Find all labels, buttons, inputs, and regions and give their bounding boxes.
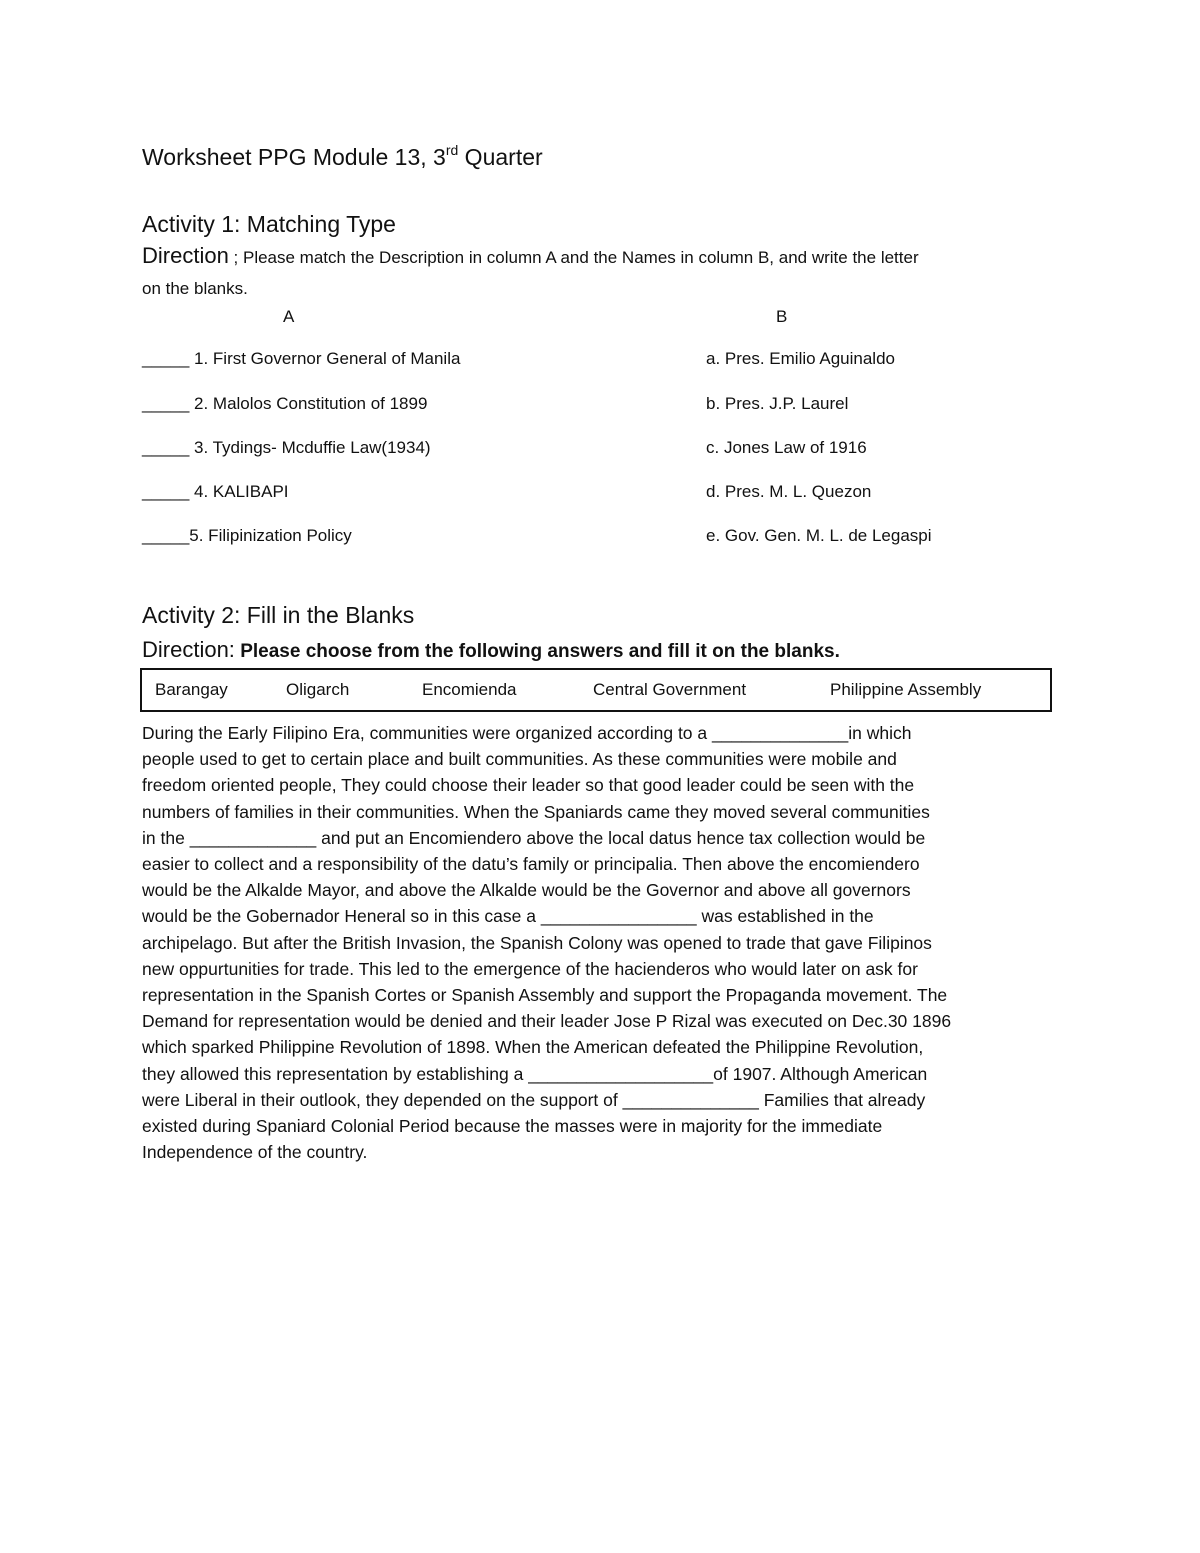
paragraph-text: they allowed this representation by establishing a bbox=[142, 1063, 529, 1084]
paragraph-line bbox=[142, 877, 1072, 903]
paragraph-text: new oppurtunities for trade. This led to the emergence of the hacienderos who would later on ask for bbox=[142, 958, 918, 979]
paragraph-text: in which bbox=[848, 723, 912, 743]
paragraph-line bbox=[142, 851, 1072, 877]
answer-blank[interactable]: _____ bbox=[142, 482, 190, 501]
item-text: 4. KALIBAPI bbox=[189, 482, 289, 501]
paragraph-line bbox=[142, 746, 1072, 772]
paragraph-line bbox=[142, 1061, 1072, 1087]
activity1-heading: Activity 1: Matching Type bbox=[142, 211, 396, 237]
answer-blank[interactable]: _____ bbox=[142, 438, 190, 457]
answer-blank[interactable]: _____ bbox=[142, 526, 190, 545]
matching-answer-e: e. Gov. Gen. M. L. de Legaspi bbox=[706, 526, 932, 545]
matching-item-4 bbox=[142, 482, 289, 502]
item-text: 3. Tydings- Mcduffie Law(1934) bbox=[189, 438, 431, 457]
paragraph-line bbox=[142, 1034, 1072, 1060]
paragraph-text: representation in the Spanish Cortes or Spanish Assembly and support the Propaganda movement. The bbox=[142, 985, 948, 1006]
word-bank-choice: Encomienda bbox=[422, 680, 517, 699]
fill-blank[interactable]: ___________________ bbox=[528, 1063, 714, 1084]
paragraph-text: would be the Gobernador Heneral so in this case a bbox=[142, 906, 541, 927]
direction-label: Direction: bbox=[142, 637, 235, 662]
title-suffix: Quarter bbox=[458, 144, 543, 170]
word-bank-choice: Oligarch bbox=[286, 680, 350, 699]
paragraph-line bbox=[142, 720, 1072, 746]
activity1-direction bbox=[142, 243, 919, 269]
paragraph-line bbox=[142, 1008, 1072, 1034]
paragraph-text: Families that already bbox=[758, 1089, 926, 1110]
column-a-header: A bbox=[283, 307, 295, 326]
paragraph-line bbox=[142, 1087, 1072, 1113]
activity2-heading: Activity 2: Fill in the Blanks bbox=[142, 602, 415, 628]
matching-item-3 bbox=[142, 438, 431, 458]
paragraph-line bbox=[142, 930, 1072, 956]
paragraph-line bbox=[142, 982, 1072, 1008]
paragraph-text: Independence of the country. bbox=[142, 1142, 368, 1163]
paragraph-line bbox=[142, 903, 1072, 929]
title-text: Worksheet PPG Module 13, 3 bbox=[142, 144, 446, 170]
paragraph-text: numbers of families in their communities. When the Spaniards came they moved several communities bbox=[142, 801, 930, 822]
direction-text-continued: on the blanks. bbox=[142, 279, 248, 298]
fill-blank[interactable]: _____________ bbox=[189, 827, 317, 848]
fill-blank[interactable]: ______________ bbox=[712, 723, 849, 743]
matching-answer-d: d. Pres. M. L. Quezon bbox=[706, 482, 872, 501]
paragraph-text: and put an Encomiendero above the local datus hence tax collection would be bbox=[316, 827, 926, 848]
page-title bbox=[142, 142, 543, 171]
direction-text: ; Please match the Description in column A and the Names in column B, and write the letter bbox=[228, 248, 919, 267]
paragraph-line bbox=[142, 956, 1072, 982]
item-text: 5. Filipinization Policy bbox=[189, 526, 352, 545]
fill-blank[interactable]: ________________ bbox=[540, 906, 697, 927]
word-bank-choice: Philippine Assembly bbox=[830, 680, 982, 699]
paragraph-line bbox=[142, 1113, 1072, 1139]
direction-text: Please choose from the following answers and fill it on the blanks. bbox=[234, 641, 840, 662]
matching-answer-a: a. Pres. Emilio Aguinaldo bbox=[706, 349, 895, 368]
paragraph-text: archipelago. But after the British Invasion, the Spanish Colony was opened to trade that gave Filipinos bbox=[142, 932, 932, 953]
activity2-direction bbox=[142, 637, 840, 663]
paragraph-text: Demand for representation would be denied and their leader Jose P Rizal was executed on Dec.30 1896 bbox=[142, 1011, 952, 1032]
paragraph-text: would be the Alkalde Mayor, and above the Alkalde would be the Governor and above all governors bbox=[142, 880, 911, 901]
word-bank-choice: Barangay bbox=[155, 680, 228, 699]
fill-blank[interactable]: ______________ bbox=[622, 1089, 759, 1110]
paragraph-text: existed during Spaniard Colonial Period because the masses were in majority for the immediate bbox=[142, 1116, 883, 1137]
matching-answer-c: c. Jones Law of 1916 bbox=[706, 438, 867, 457]
paragraph-text: in the bbox=[142, 827, 190, 848]
paragraph-text: of 1907. Although American bbox=[713, 1063, 928, 1084]
paragraph-line bbox=[142, 825, 1072, 851]
word-bank-box bbox=[140, 668, 1052, 712]
paragraph-text: freedom oriented people, They could choose their leader so that good leader could be seen with the bbox=[142, 775, 915, 796]
paragraph-line bbox=[142, 772, 1072, 798]
matching-answer-b: b. Pres. J.P. Laurel bbox=[706, 394, 849, 413]
column-b-header: B bbox=[776, 307, 788, 326]
paragraph-line bbox=[142, 1139, 1072, 1165]
paragraph-text: were Liberal in their outlook, they depended on the support of bbox=[142, 1089, 623, 1110]
paragraph-text: which sparked Philippine Revolution of 1898. When the American defeated the Philippine Revolution, bbox=[142, 1037, 924, 1058]
matching-item-5 bbox=[142, 526, 352, 546]
matching-item-2 bbox=[142, 394, 427, 414]
answer-blank[interactable]: _____ bbox=[142, 394, 190, 413]
paragraph-text: During the Early Filipino Era, communities were organized according to a bbox=[142, 723, 712, 743]
item-text: 1. First Governor General of Manila bbox=[189, 349, 461, 368]
paragraph-text: was established in the bbox=[696, 906, 874, 927]
item-text: 2. Malolos Constitution of 1899 bbox=[189, 394, 428, 413]
matching-item-1 bbox=[142, 349, 460, 369]
paragraph-text: easier to collect and a responsibility of the datu’s family or principalia. Then above the encomiendero bbox=[142, 854, 920, 875]
direction-label: Direction bbox=[142, 243, 229, 268]
title-superscript: rd bbox=[445, 142, 459, 158]
paragraph-line bbox=[142, 799, 1072, 825]
answer-blank[interactable]: _____ bbox=[142, 349, 190, 368]
fill-in-paragraph bbox=[142, 720, 1072, 1165]
word-bank-choice: Central Government bbox=[593, 680, 747, 699]
paragraph-text: people used to get to certain place and built communities. As these communities were mobile and bbox=[142, 749, 897, 770]
